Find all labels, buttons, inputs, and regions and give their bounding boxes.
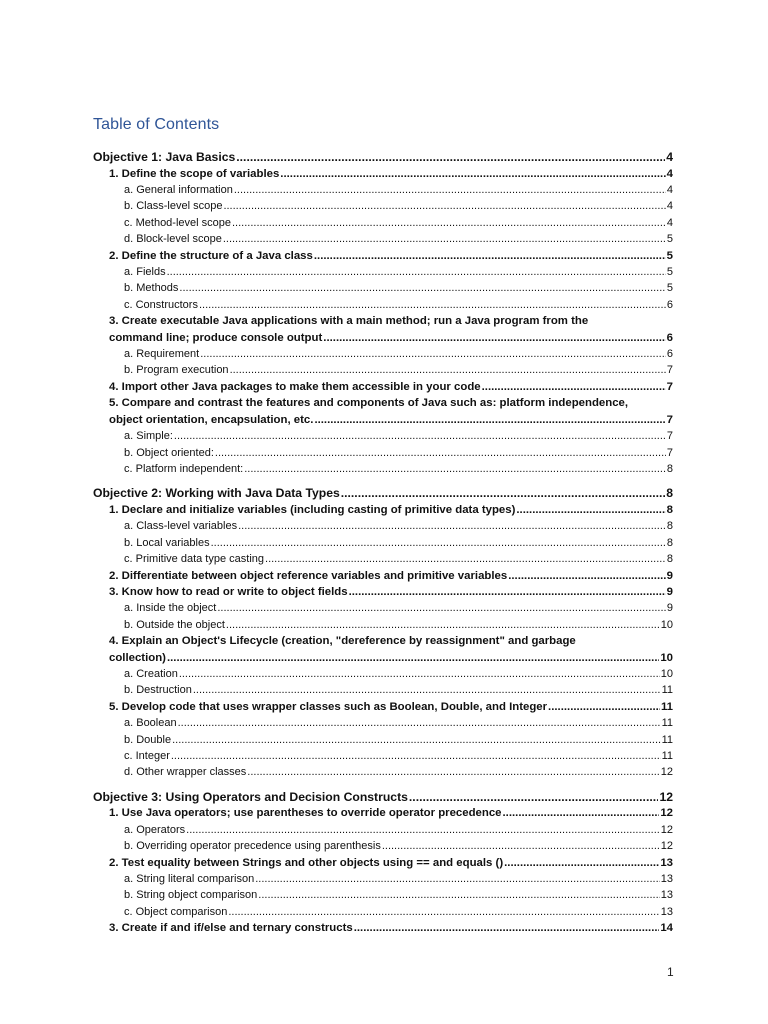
toc-item[interactable] <box>93 297 673 313</box>
toc-section-title-line2: object orientation, encapsulation, etc. <box>109 413 314 426</box>
toc-item-title: d. Other wrapper classes <box>124 766 247 779</box>
toc-item[interactable] <box>93 461 673 477</box>
toc-item-title: a. Fields <box>124 266 166 279</box>
toc-objective[interactable] <box>93 149 673 166</box>
toc-item-title: c. Object comparison <box>124 905 228 918</box>
dot-leader <box>179 666 660 682</box>
dot-leader <box>238 518 666 534</box>
toc-section-page: 9 <box>666 585 673 598</box>
toc-objective-title: Objective 2: Working with Java Data Types <box>93 486 340 501</box>
toc-section-page: 7 <box>666 413 673 426</box>
toc-item-title: b. String object comparison <box>124 889 258 902</box>
toc-section-page: 13 <box>660 856 673 869</box>
toc-section-title: 2. Differentiate between object reference variables and primitive variables <box>109 569 508 582</box>
toc-section-page: 10 <box>660 651 673 664</box>
toc-item[interactable] <box>93 887 673 903</box>
toc-item[interactable] <box>93 871 673 887</box>
dot-leader <box>323 330 665 346</box>
dot-leader <box>482 379 666 395</box>
dot-leader <box>314 412 665 428</box>
dot-leader <box>341 485 665 502</box>
toc-item-page: 7 <box>666 364 673 377</box>
toc-item[interactable] <box>93 231 673 247</box>
toc-item-title: a. Inside the object <box>124 602 217 615</box>
toc-section-title-line1: 5. Compare and contrast the features and components of Java such as: platform independence, <box>109 397 629 410</box>
toc-item-page: 12 <box>660 840 673 853</box>
toc-item-title: c. Constructors <box>124 298 198 311</box>
toc-item[interactable] <box>93 280 673 296</box>
toc-item[interactable] <box>93 600 673 616</box>
toc-item-page: 10 <box>660 618 673 631</box>
toc-item-title: d. Block-level scope <box>124 233 222 246</box>
dot-leader <box>171 748 661 764</box>
toc-item-title: a. Creation <box>124 667 178 680</box>
toc-section-page: 5 <box>666 249 673 262</box>
toc-item-title: c. Primitive data type casting <box>124 553 265 566</box>
dot-leader <box>503 805 660 821</box>
toc-section-title: 3. Know how to read or write to object fields <box>109 585 348 598</box>
dot-leader <box>354 920 660 936</box>
toc-item-page: 10 <box>660 667 673 680</box>
toc-item-page: 5 <box>666 282 673 295</box>
dot-leader <box>409 789 659 806</box>
toc-item-page: 13 <box>660 889 673 902</box>
dot-leader <box>247 764 659 780</box>
toc-section[interactable] <box>93 855 673 871</box>
toc-item-page: 11 <box>661 733 673 746</box>
toc-section[interactable] <box>93 166 673 182</box>
dot-leader <box>508 568 665 584</box>
dot-leader <box>236 149 665 166</box>
toc-item[interactable] <box>93 715 673 731</box>
dot-leader <box>255 871 660 887</box>
toc-section-page: 6 <box>666 331 673 344</box>
toc-section[interactable] <box>93 699 673 715</box>
toc-section-page: 14 <box>660 922 673 935</box>
dot-leader <box>167 264 666 280</box>
dot-leader <box>223 198 665 214</box>
toc-item-page: 8 <box>666 536 673 549</box>
toc-item[interactable] <box>93 198 673 214</box>
toc-item-page: 6 <box>666 298 673 311</box>
toc-section-title: 1. Use Java operators; use parentheses to override operator precedence <box>109 807 502 820</box>
toc-section-page: 7 <box>666 380 673 393</box>
dot-leader <box>193 682 661 698</box>
toc-item-page: 9 <box>666 602 673 615</box>
dot-leader <box>280 166 665 182</box>
dot-leader <box>244 461 666 477</box>
toc-section[interactable] <box>93 313 673 346</box>
toc-item[interactable] <box>93 215 673 231</box>
table-of-contents <box>93 149 673 937</box>
toc-section-title: 2. Test equality between Strings and other objects using == and equals () <box>109 856 504 869</box>
dot-leader <box>167 650 659 666</box>
toc-item-title: c. Integer <box>124 750 170 762</box>
dot-leader <box>178 715 661 731</box>
toc-objective-page: 8 <box>666 486 673 501</box>
toc-item-page: 4 <box>666 200 673 213</box>
toc-item-title: b. Double <box>124 733 172 746</box>
dot-leader <box>228 904 659 920</box>
toc-section[interactable] <box>93 395 673 428</box>
toc-section[interactable] <box>93 568 673 584</box>
toc-section-title: 5. Develop code that uses wrapper classes such as Boolean, Double, and Integer <box>109 700 548 713</box>
toc-item[interactable] <box>93 617 673 633</box>
dot-leader <box>234 182 666 198</box>
toc-item-title: a. Class-level variables <box>124 520 238 533</box>
toc-section-title: 1. Declare and initialize variables (including casting of primitive data types) <box>109 503 516 516</box>
toc-section[interactable] <box>93 584 673 600</box>
toc-item[interactable] <box>93 445 673 461</box>
toc-objective-page: 4 <box>666 150 673 164</box>
toc-item-page: 11 <box>661 717 673 730</box>
toc-item-title: b. Object oriented: <box>124 446 214 459</box>
toc-item-title: c. Method-level scope <box>124 216 231 229</box>
toc-item[interactable] <box>93 732 673 748</box>
dot-leader <box>349 584 666 600</box>
toc-item-page: 8 <box>666 520 673 533</box>
toc-item-page: 4 <box>666 216 673 229</box>
toc-objective-page: 12 <box>659 789 673 804</box>
toc-item[interactable] <box>93 264 673 280</box>
toc-item-page: 5 <box>666 266 673 279</box>
toc-item-page: 11 <box>661 684 673 697</box>
toc-item[interactable] <box>93 764 673 780</box>
toc-objective-title: Objective 1: Java Basics <box>93 150 236 164</box>
toc-title: Table of Contents <box>93 116 220 133</box>
toc-item-title: a. General information <box>124 184 233 196</box>
toc-item[interactable] <box>93 666 673 682</box>
toc-item-page: 8 <box>666 553 673 566</box>
toc-item-title: b. Overriding operator precedence using parenthesis <box>124 840 381 853</box>
toc-item[interactable] <box>93 822 673 838</box>
toc-item[interactable] <box>93 904 673 920</box>
toc-section-title: 1. Define the scope of variables <box>109 167 280 180</box>
toc-item-page: 7 <box>666 446 673 459</box>
dot-leader <box>232 215 666 231</box>
toc-item-page: 7 <box>666 430 673 443</box>
toc-item[interactable] <box>93 182 673 198</box>
dot-leader <box>215 445 666 461</box>
toc-item-title: a. Operators <box>124 823 186 836</box>
page-number: 1 <box>667 965 674 979</box>
dot-leader <box>186 822 660 838</box>
dot-leader <box>314 248 666 264</box>
toc-section[interactable] <box>93 502 673 518</box>
dot-leader <box>199 297 666 313</box>
dot-leader <box>230 362 666 378</box>
toc-section[interactable] <box>93 920 673 936</box>
toc-item-title: b. Destruction <box>124 684 192 697</box>
toc-item-page: 6 <box>666 348 673 361</box>
toc-section-title: 3. Create if and if/else and ternary constructs <box>109 922 353 935</box>
dot-leader <box>223 231 666 247</box>
toc-section[interactable] <box>93 805 673 821</box>
toc-objective[interactable] <box>93 485 673 502</box>
toc-item[interactable] <box>93 535 673 551</box>
toc-section[interactable] <box>93 248 673 264</box>
dot-leader <box>548 699 660 715</box>
toc-item-title: b. Class-level scope <box>124 200 223 213</box>
toc-item[interactable] <box>93 518 673 534</box>
toc-section-title: 4. Import other Java packages to make them accessible in your code <box>109 380 481 393</box>
toc-item-title: a. Requirement <box>124 348 200 361</box>
toc-item[interactable] <box>93 682 673 698</box>
toc-section[interactable] <box>93 633 673 666</box>
toc-section-page: 11 <box>660 700 673 713</box>
dot-leader <box>174 428 666 444</box>
dot-leader <box>226 617 660 633</box>
toc-item-title: b. Program execution <box>124 364 229 377</box>
dot-leader <box>217 600 666 616</box>
toc-item-page: 12 <box>660 823 673 836</box>
toc-section-page: 8 <box>666 503 673 516</box>
toc-item-title: b. Local variables <box>124 536 210 549</box>
toc-section-title-line1: 4. Explain an Object's Lifecycle (creation, "dereference by reassignment" and garbage <box>109 635 576 648</box>
toc-item-title: b. Outside the object <box>124 618 225 631</box>
toc-item-title: a. Simple: <box>124 430 173 443</box>
toc-item[interactable] <box>93 838 673 854</box>
toc-objective-title: Objective 3: Using Operators and Decision Constructs <box>93 789 408 804</box>
toc-item-title: c. Platform independent: <box>124 462 244 475</box>
toc-section[interactable] <box>93 379 673 395</box>
toc-section-title-line1: 3. Create executable Java applications with a main method; run a Java program from the <box>109 315 589 328</box>
toc-item-page: 13 <box>660 873 673 886</box>
dot-leader <box>258 887 659 903</box>
toc-item-title: a. String literal comparison <box>124 873 255 886</box>
toc-objective[interactable] <box>93 789 673 806</box>
toc-section-title: 2. Define the structure of a Java class <box>109 249 313 262</box>
toc-section-page: 4 <box>666 167 673 180</box>
toc-section-page: 12 <box>660 807 673 820</box>
dot-leader <box>211 535 666 551</box>
toc-section-title-line2: command line; produce console output <box>109 331 323 344</box>
toc-item-page: 11 <box>661 750 673 762</box>
toc-item-page: 8 <box>666 462 673 475</box>
toc-item-page: 13 <box>660 905 673 918</box>
dot-leader <box>200 346 666 362</box>
toc-item-page: 4 <box>666 184 673 196</box>
toc-item-page: 5 <box>666 233 673 246</box>
dot-leader <box>179 280 665 296</box>
dot-leader <box>504 855 659 871</box>
toc-item[interactable] <box>93 748 673 764</box>
toc-item[interactable] <box>93 362 673 378</box>
toc-item-title: a. Boolean <box>124 717 177 730</box>
toc-item[interactable] <box>93 428 673 444</box>
toc-item-title: b. Methods <box>124 282 179 295</box>
toc-item-page: 12 <box>660 766 673 779</box>
toc-section-page: 9 <box>666 569 673 582</box>
toc-item[interactable] <box>93 551 673 567</box>
dot-leader <box>265 551 666 567</box>
toc-section-title-line2: collection) <box>109 651 166 664</box>
dot-leader <box>382 838 660 854</box>
dot-leader <box>172 732 660 748</box>
toc-item[interactable] <box>93 346 673 362</box>
dot-leader <box>516 502 665 518</box>
